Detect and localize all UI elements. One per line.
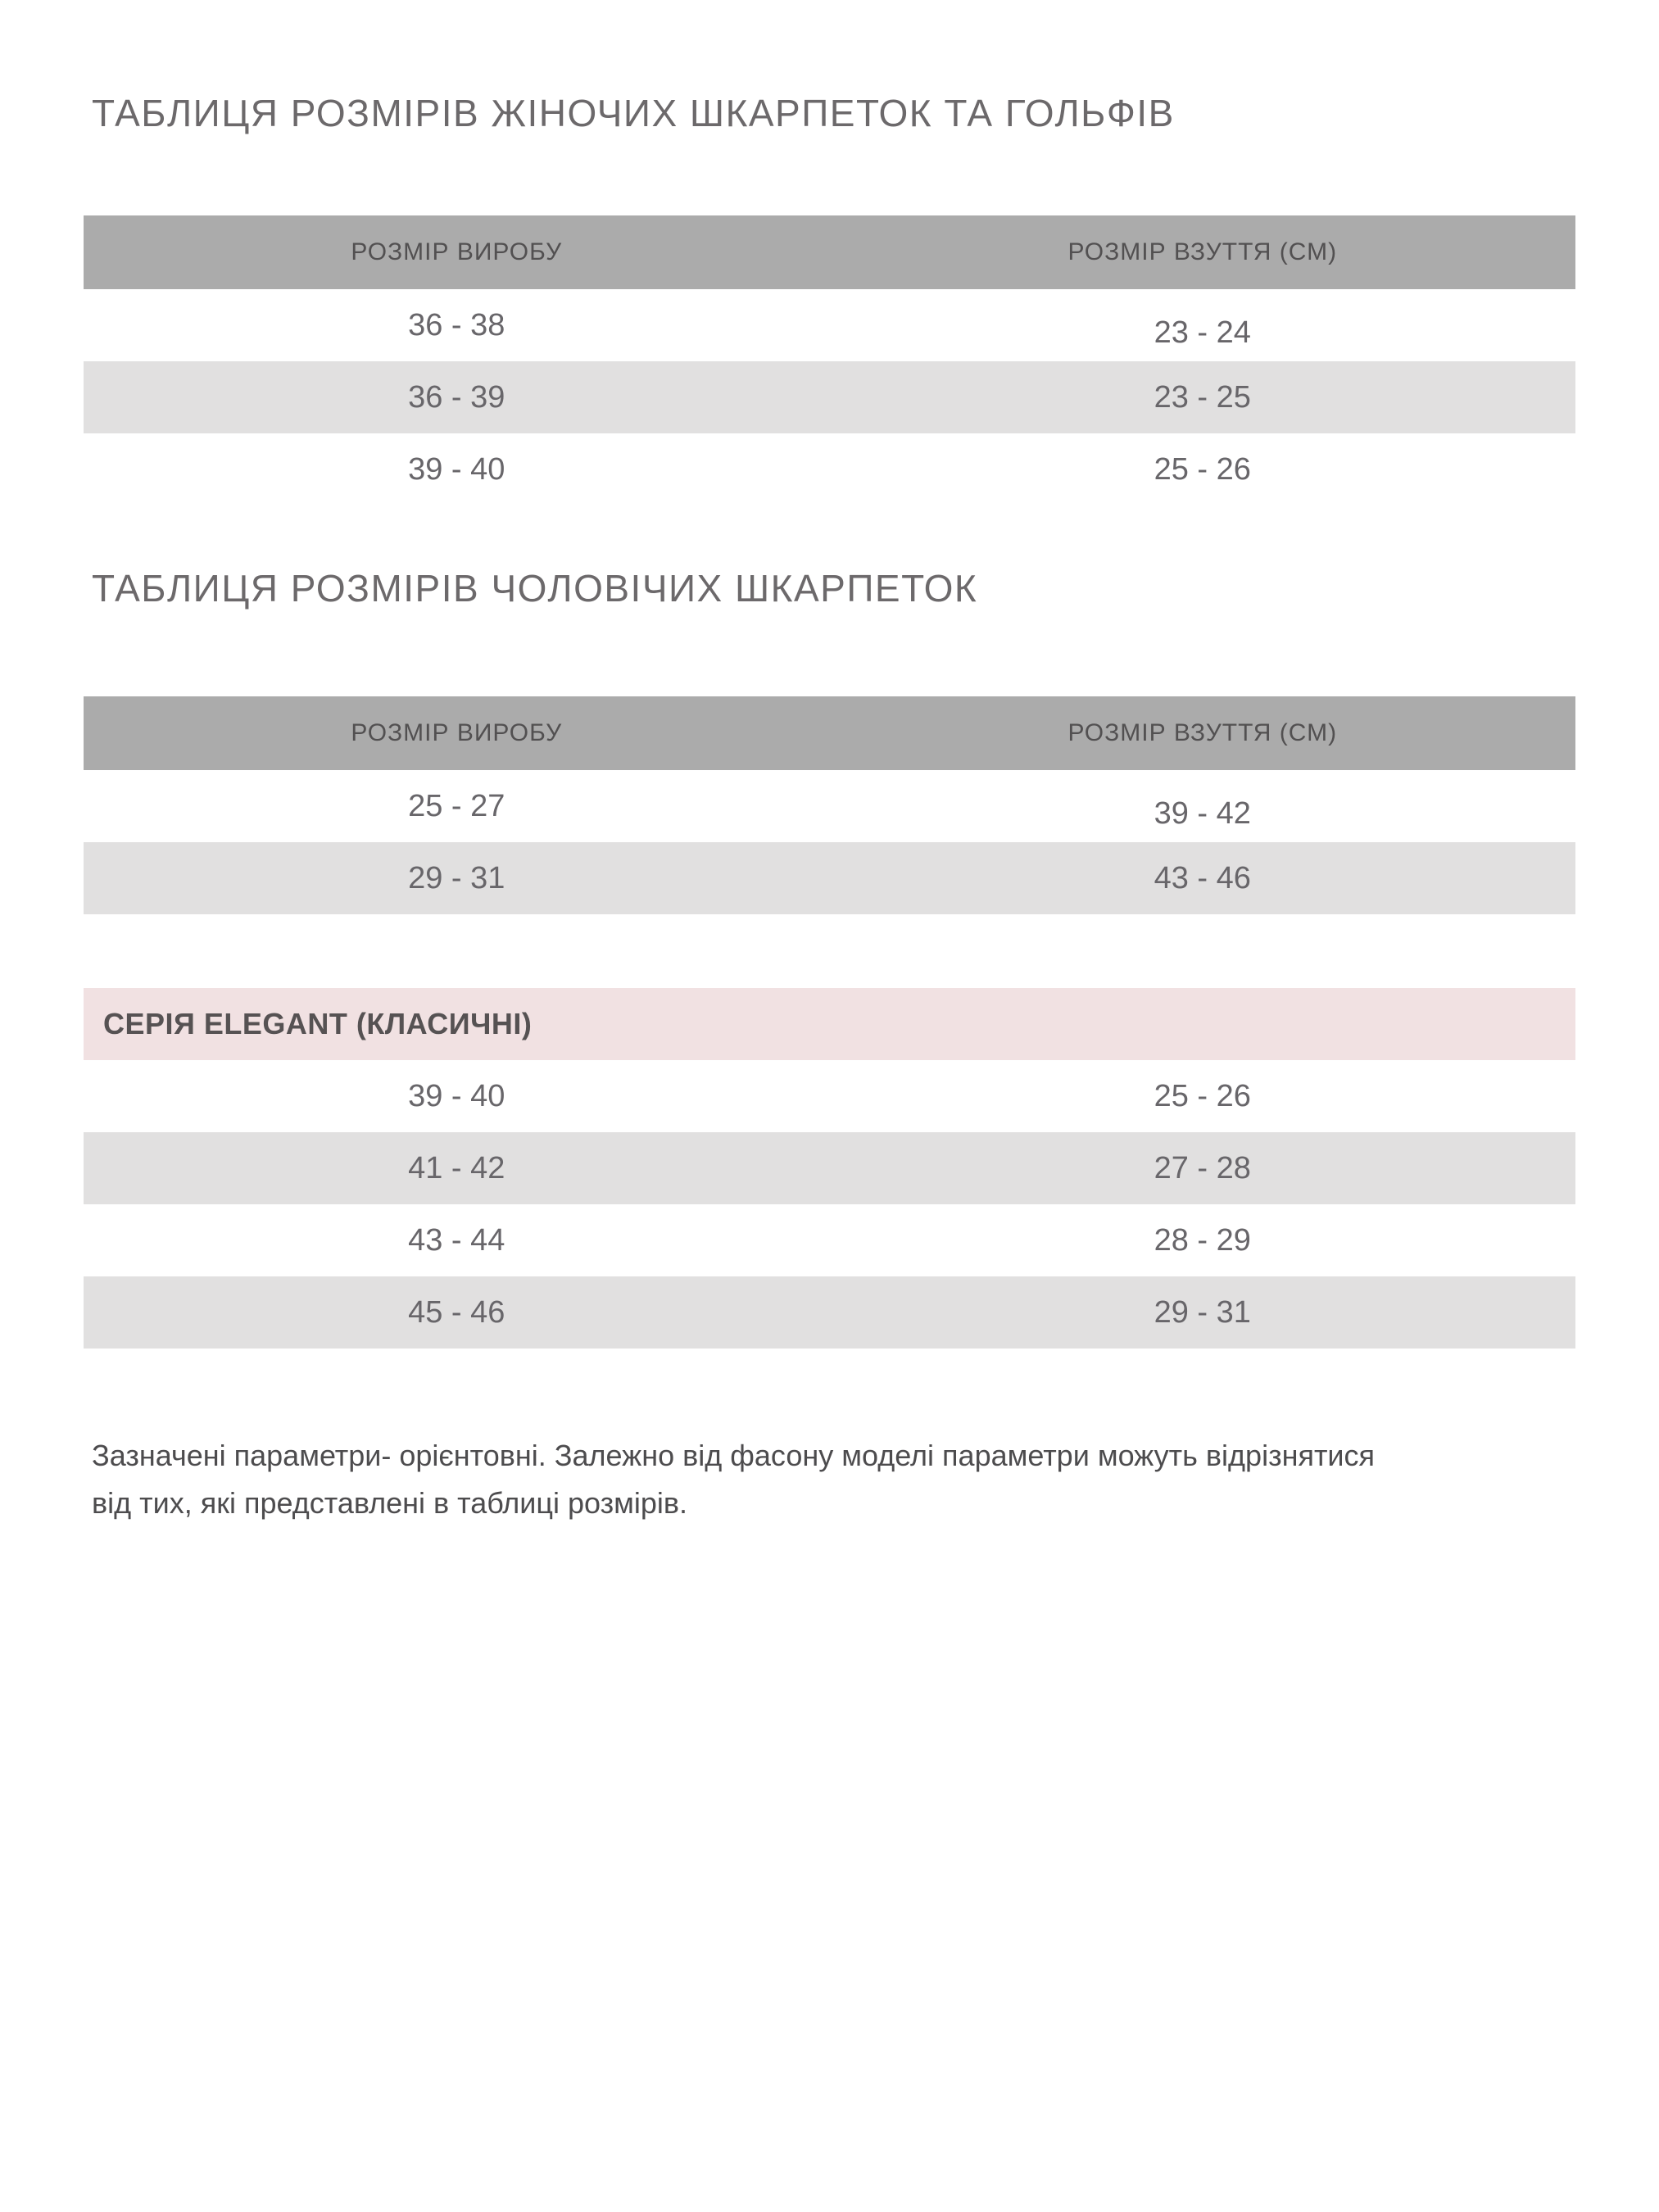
elegant-series-table bbox=[84, 988, 1575, 1349]
elegant-series-header: СЕРІЯ ELEGANT (КЛАСИЧНІ) bbox=[84, 988, 1575, 1060]
size-note bbox=[92, 1432, 1599, 1527]
table-row bbox=[84, 1204, 1575, 1276]
product-size-cell: 36 - 39 bbox=[408, 379, 505, 415]
shoe-size-cell: 23 - 25 bbox=[1154, 379, 1251, 415]
product-size-cell: 29 - 31 bbox=[408, 860, 505, 895]
product-size-cell: 25 - 27 bbox=[408, 788, 505, 823]
table-row bbox=[84, 361, 1575, 433]
table-row bbox=[84, 1276, 1575, 1349]
table-row bbox=[84, 1060, 1575, 1132]
table-row bbox=[84, 770, 1575, 842]
column-header-product-size: РОЗМІР ВИРОБУ bbox=[351, 719, 563, 746]
product-size-cell: 43 - 44 bbox=[408, 1222, 505, 1258]
women-table-header-row bbox=[84, 215, 1575, 289]
women-table-title: ТАБЛИЦЯ РОЗМІРІВ ЖІНОЧИХ ШКАРПЕТОК ТА ГОЛЬФІВ bbox=[92, 92, 1175, 134]
shoe-size-cell: 25 - 26 bbox=[1154, 1078, 1251, 1113]
product-size-cell: 36 - 38 bbox=[408, 307, 505, 342]
men-size-table bbox=[84, 696, 1575, 914]
shoe-size-cell: 23 - 24 bbox=[1154, 315, 1251, 350]
table-row bbox=[84, 433, 1575, 505]
size-note-line: від тих, які представлені в таблиці розмірів. bbox=[92, 1486, 688, 1520]
product-size-cell: 39 - 40 bbox=[408, 1078, 505, 1113]
table-row bbox=[84, 1132, 1575, 1204]
men-table-header-row bbox=[84, 696, 1575, 770]
table-row bbox=[84, 289, 1575, 361]
shoe-size-cell: 43 - 46 bbox=[1154, 860, 1251, 895]
column-header-product-size: РОЗМІР ВИРОБУ bbox=[351, 238, 563, 265]
shoe-size-cell: 25 - 26 bbox=[1154, 451, 1251, 487]
column-header-shoe-size: РОЗМІР ВЗУТТЯ (СМ) bbox=[1067, 238, 1338, 265]
size-note-line: Зазначені параметри- орієнтовні. Залежно від фасону моделі параметри можуть відрізнятися bbox=[92, 1439, 1376, 1472]
product-size-cell: 45 - 46 bbox=[408, 1294, 505, 1330]
table-row bbox=[84, 842, 1575, 914]
men-table-title: ТАБЛИЦЯ РОЗМІРІВ ЧОЛОВІЧИХ ШКАРПЕТОК bbox=[92, 567, 978, 610]
shoe-size-cell: 39 - 42 bbox=[1154, 796, 1251, 831]
product-size-cell: 39 - 40 bbox=[408, 451, 505, 487]
column-header-shoe-size: РОЗМІР ВЗУТТЯ (СМ) bbox=[1067, 719, 1338, 746]
shoe-size-cell: 29 - 31 bbox=[1154, 1294, 1251, 1330]
shoe-size-cell: 28 - 29 bbox=[1154, 1222, 1251, 1258]
women-size-table bbox=[84, 215, 1575, 505]
product-size-cell: 41 - 42 bbox=[408, 1150, 505, 1185]
shoe-size-cell: 27 - 28 bbox=[1154, 1150, 1251, 1185]
